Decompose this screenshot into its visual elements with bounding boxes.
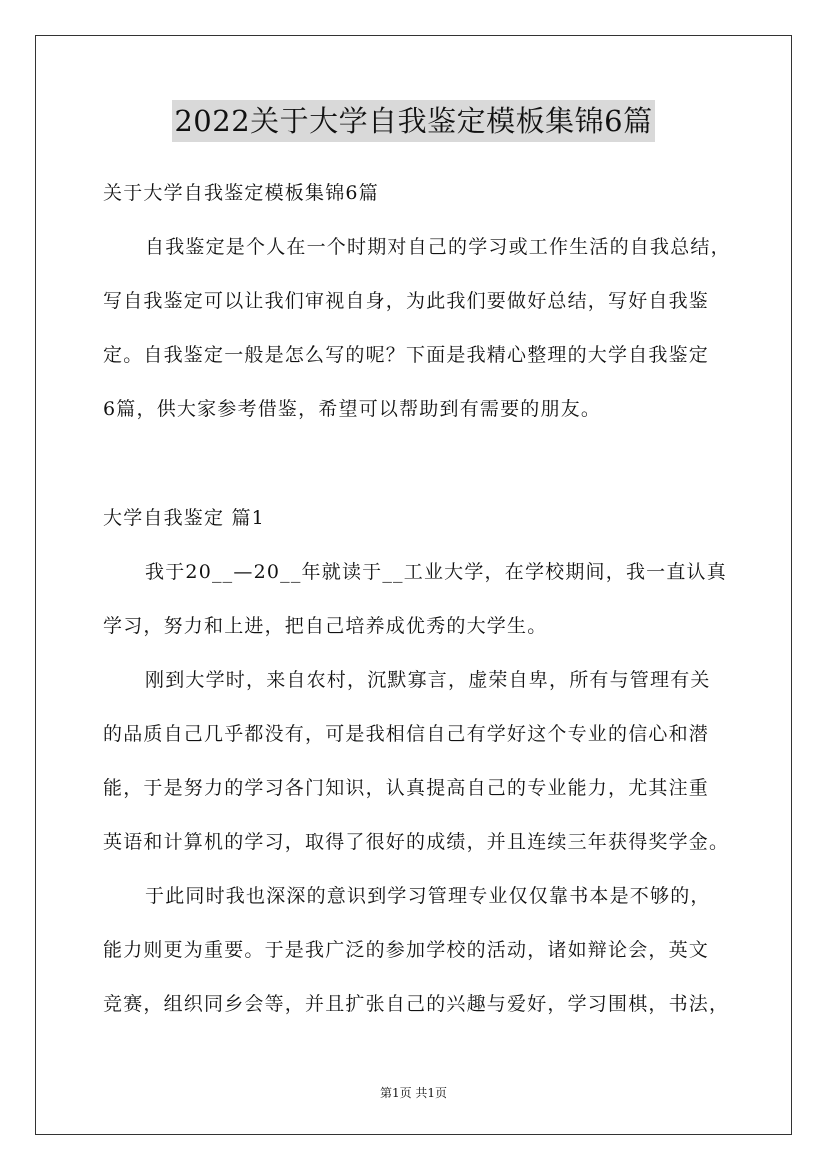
intro-line: 6篇，供大家参考借鉴，希望可以帮助到有需要的朋友。 xyxy=(103,398,602,420)
body-line: 英语和计算机的学习，取得了很好的成绩，并且连续三年获得奖学金。 xyxy=(103,831,730,853)
page-footer: 第1页 共1页 xyxy=(379,1086,448,1100)
section-heading: 大学自我鉴定 篇1 xyxy=(103,507,265,529)
body-line: 于此同时我也深深的意识到学习管理专业仅仅靠书本是不够的， xyxy=(145,885,711,907)
body-line: 能力则更为重要。于是我广泛的参加学校的活动，诸如辩论会，英文 xyxy=(103,939,710,961)
body-line: 刚到大学时，来自农村，沉默寡言，虚荣自卑，所有与管理有关 xyxy=(145,669,711,691)
body-line: 我于20__—20__年就读于__工业大学，在学校期间，我一直认真 xyxy=(145,561,727,583)
body-line: 竞赛，组织同乡会等，并且扩张自己的兴趣与爱好，学习围棋，书法， xyxy=(103,993,730,1015)
document-title: 2022关于大学自我鉴定模板集锦6篇 xyxy=(172,100,654,142)
intro-line: 定。自我鉴定一般是怎么写的呢？下面是我精心整理的大学自我鉴定 xyxy=(103,344,710,366)
intro-line: 自我鉴定是个人在一个时期对自己的学习或工作生活的自我总结， xyxy=(145,236,731,258)
intro-line: 写自我鉴定可以让我们审视自身，为此我们要做好总结，写好自我鉴 xyxy=(103,290,710,312)
body-line: 的品质自己几乎都没有，可是我相信自己有学好这个专业的信心和潜 xyxy=(103,723,710,745)
document-subtitle: 关于大学自我鉴定模板集锦6篇 xyxy=(103,182,379,204)
body-line: 学习，努力和上进，把自己培养成优秀的大学生。 xyxy=(103,615,548,637)
title-container xyxy=(0,100,827,142)
body-line: 能，于是努力的学习各门知识，认真提高自己的专业能力，尤其注重 xyxy=(103,777,710,799)
